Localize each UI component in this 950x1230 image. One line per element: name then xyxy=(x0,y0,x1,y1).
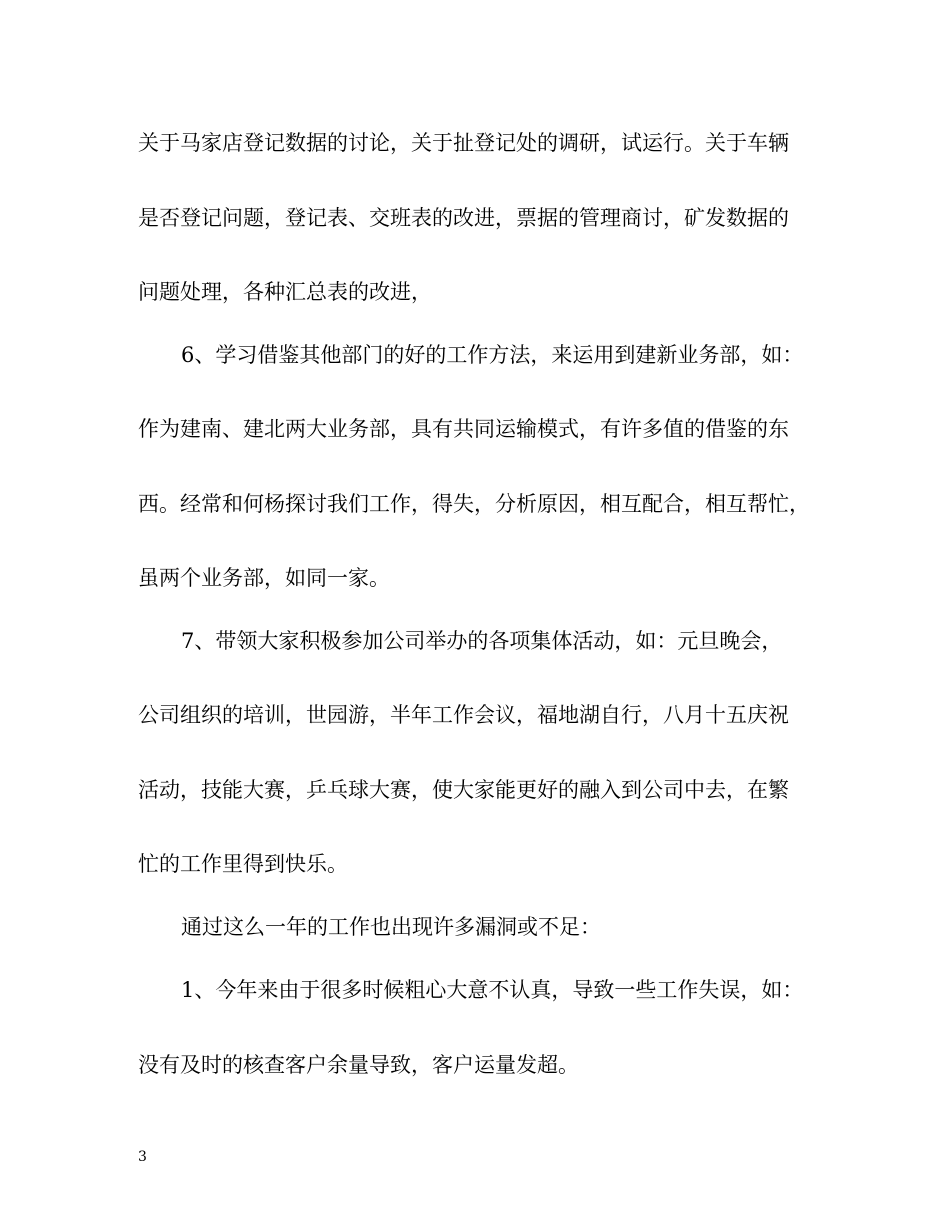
text-line: 问题处理，各种汇总表的改进， xyxy=(138,280,432,304)
text-line: 西。经常和何杨探讨我们工作，得失，分析原因，相互配合，相互帮忙， xyxy=(138,492,810,516)
text-line: 作为建南、建北两大业务部，具有共同运输模式，有许多值的借鉴的东 xyxy=(138,417,789,441)
paragraph-7-start: 7、带领大家积极参加公司举办的各项集体活动，如：元旦晚会， xyxy=(181,629,783,653)
text-line: 公司组织的培训，世园游，半年工作会议，福地湖自行，八月十五庆祝 xyxy=(138,703,789,727)
text-line: 没有及时的核查客户余量导致，客户运量发超。 xyxy=(138,1053,579,1077)
text-line: 是否登记问题，登记表、交班表的改进，票据的管理商讨，矿发数据的 xyxy=(138,206,789,230)
text-line: 关于马家店登记数据的讨论，关于扯登记处的调研，试运行。关于车辆 xyxy=(138,131,789,155)
item-1-start: 1、今年来由于很多时候粗心大意不认真，导致一些工作失误，如： xyxy=(181,978,804,1002)
section-intro: 通过这么一年的工作也出现许多漏洞或不足： xyxy=(181,915,601,939)
text-line: 活动，技能大赛，乒乓球大赛，使大家能更好的融入到公司中去，在繁 xyxy=(138,778,789,802)
paragraph-6-start: 6、学习借鉴其他部门的好的工作方法，来运用到建新业务部，如： xyxy=(181,343,804,367)
text-line: 忙的工作里得到快乐。 xyxy=(138,852,348,876)
page-number: 3 xyxy=(138,1149,147,1165)
text-line: 虽两个业务部，如同一家。 xyxy=(138,566,390,590)
